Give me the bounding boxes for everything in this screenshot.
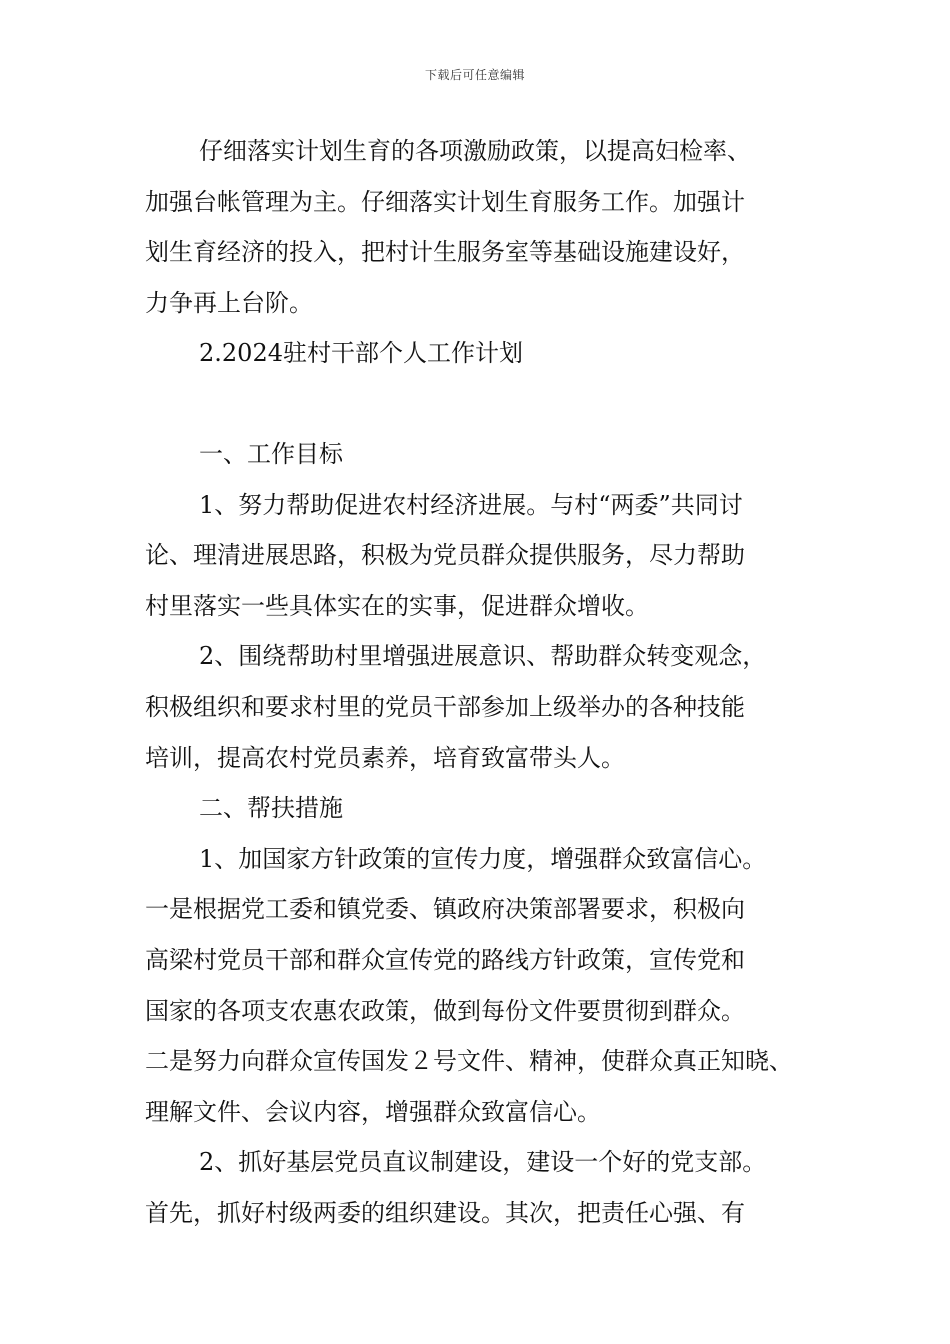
- paragraph-line: 1、努力帮助促进农村经济进展。与村“两委”共同讨: [199, 490, 743, 519]
- blank-line: [145, 379, 835, 429]
- paragraph-line: 加强台帐管理为主。仔细落实计划生育服务工作。加强计: [145, 187, 745, 216]
- document-body: [145, 126, 835, 1238]
- paragraph-line: 培训，提高农村党员素养，培育致富带头人。: [145, 743, 625, 772]
- download-note: 下载后可任意编辑: [424, 68, 525, 82]
- paragraph-line: 高梁村党员干部和群众宣传党的路线方针政策，宣传党和: [145, 945, 745, 974]
- paragraph-line: 2、抓好基层党员直议制建设，建设一个好的党支部。: [199, 1148, 767, 1177]
- paragraph-line: 村里落实一些具体实在的实事，促进群众增收。: [145, 591, 649, 620]
- paragraph-line: 一是根据党工委和镇党委、镇政府决策部署要求，积极向: [145, 895, 745, 924]
- paragraph-line: 首先，抓好村级两委的组织建设。其次，把责任心强、有: [145, 1198, 745, 1227]
- paragraph-line: 国家的各项支农惠农政策，做到每份文件要贯彻到群众。: [145, 996, 745, 1025]
- paragraph-line: 二是努力向群众宣传国发２号文件、精神，使群众真正知晓、: [145, 1047, 793, 1076]
- paragraph-line: 仔细落实计划生育的各项激励政策，以提高妇检率、: [199, 137, 751, 165]
- paragraph-line: 2、围绕帮助村里增强进展意识、帮助群众转变观念，: [199, 642, 767, 671]
- paragraph-line: 积极组织和要求村里的党员干部参加上级举办的各种技能: [145, 692, 745, 721]
- paragraph-line: 论、理清进展思路，积极为党员群众提供服务，尽力帮助: [145, 541, 745, 570]
- paragraph-line: 1、加国家方针政策的宣传力度，增强群众致富信心。: [199, 844, 767, 873]
- paragraph-line: 力争再上台阶。: [145, 288, 313, 317]
- section-heading: 一、工作目标: [199, 439, 343, 468]
- section-heading: 二、帮扶措施: [199, 794, 343, 823]
- paragraph-line: 理解文件、会议内容，增强群众致富信心。: [145, 1097, 601, 1126]
- paragraph-line: 划生育经济的投入，把村计生服务室等基础设施建设好，: [145, 238, 745, 267]
- section-heading: 2.2024驻村干部个人工作计划: [199, 339, 523, 368]
